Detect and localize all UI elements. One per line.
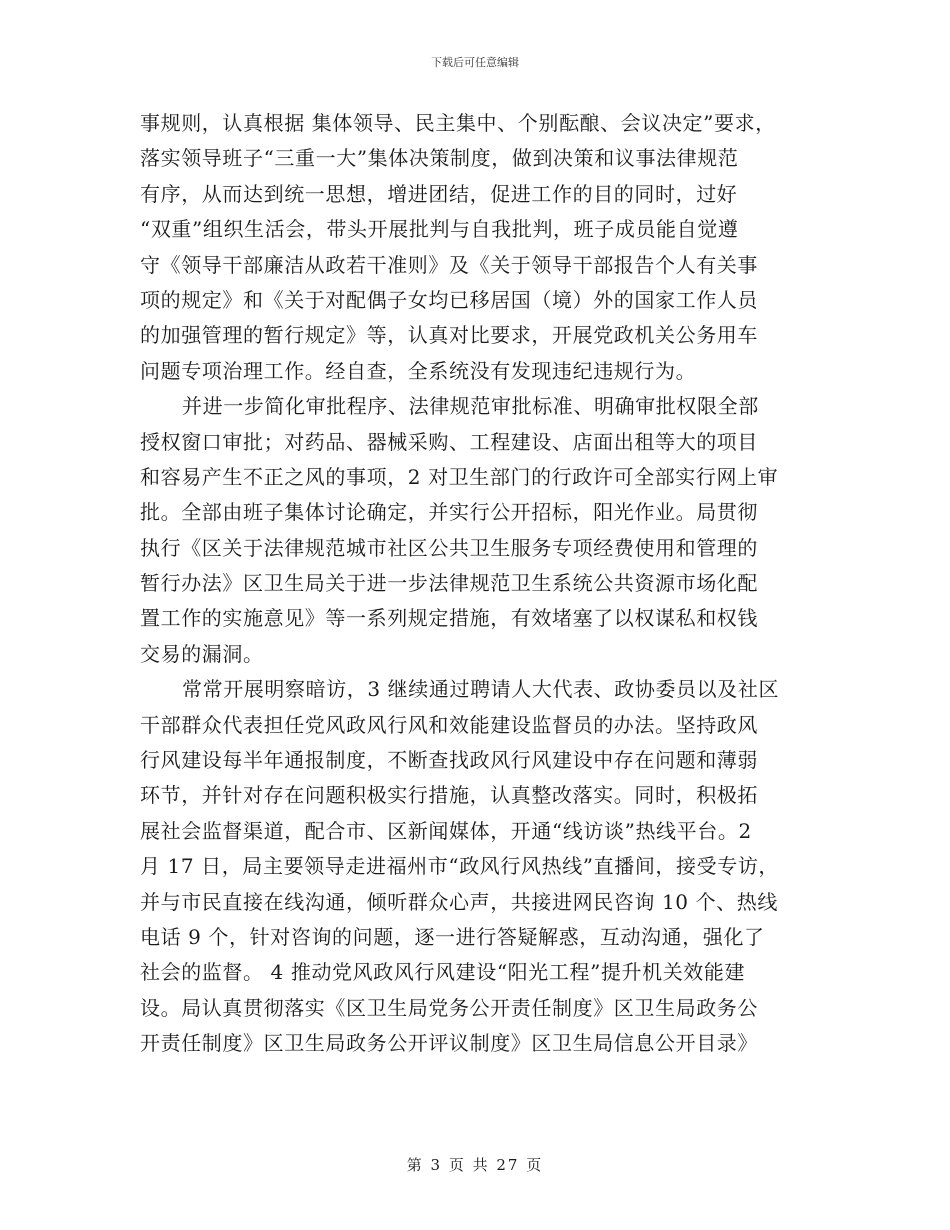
text-line: 常常开展明察暗访，3 继续通过聘请人大代表、政协委员以及社区: [182, 677, 780, 702]
paragraph-1: [140, 106, 810, 389]
header-note: 下载后可任意编辑: [431, 56, 519, 69]
document-body: [140, 106, 810, 1062]
text-line: 批。全部由班子集体讨论确定，并实行公开招标，阳光作业。局贯彻: [140, 500, 758, 525]
text-line: 行风建设每半年通报制度，不断查找政风行风建设中存在问题和薄弱: [140, 748, 758, 773]
paragraph-2: [140, 389, 810, 672]
text-line: 开责任制度》区卫生局政务公开评议制度》区卫生局信息公开目录》: [140, 1031, 758, 1056]
text-line: 月 17 日，局主要领导走进福州市“政风行风热线”直播间，接受专访，: [140, 854, 780, 879]
text-line: 并与市民直接在线沟通，倾听群众心声，共接进网民咨询 10 个、热线: [140, 889, 778, 914]
text-line: 守《领导干部廉洁从政若干准则》及《关于领导干部报告个人有关事: [140, 252, 758, 277]
paragraph-3: [140, 672, 810, 1061]
text-line: “双重”组织生活会，带头开展批判与自我批判，班子成员能自觉遵: [140, 217, 739, 242]
text-line: 执行《区关于法律规范城市社区公共卫生服务专项经费使用和管理的: [140, 535, 758, 560]
page-number: 第 3 页 共 27 页: [406, 1156, 544, 1174]
text-line: 有序，从而达到统一思想，增进团结，促进工作的目的同时，过好: [140, 181, 738, 206]
text-line: 置工作的实施意见》等一系列规定措施，有效堵塞了以权谋私和权钱: [140, 606, 758, 631]
text-line: 展社会监督渠道，配合市、区新闻媒体，开通“线访谈”热线平台。2: [140, 818, 752, 843]
text-line: 设。局认真贯彻落实《区卫生局党务公开责任制度》区卫生局政务公: [140, 995, 758, 1020]
text-line: 环节，并针对存在问题积极实行措施，认真整改落实。同时，积极拓: [140, 783, 758, 808]
text-line: 事规则，认真根据 集体领导、民主集中、个别酝酿、会议决定”要求，: [140, 111, 776, 135]
text-line: 干部群众代表担任党风政风行风和效能建设监督员的办法。坚持政风: [140, 712, 758, 737]
text-line: 暂行办法》区卫生局关于进一步法律规范卫生系统公共资源市场化配: [140, 571, 758, 596]
text-line: 电话 9 个，针对咨询的问题，逐一进行答疑解惑，互动沟通，强化了: [140, 924, 765, 949]
text-line: 问题专项治理工作。经自查，全系统没有发现违纪违规行为。: [140, 358, 697, 383]
text-line: 授权窗口审批；对药品、器械采购、工程建设、店面出租等大的项目: [140, 429, 758, 454]
text-line: 交易的漏洞。: [140, 641, 264, 666]
text-line: 和容易产生不正之风的事项，2 对卫生部门的行政许可全部实行网上审: [140, 464, 779, 489]
text-line: 落实领导班子“三重一大”集体决策制度，做到决策和议事法律规范: [140, 146, 739, 171]
text-line: 项的规定》和《关于对配偶子女均已移居国（境）外的国家工作人员: [140, 287, 758, 312]
text-line: 并进一步简化审批程序、法律规范审批标准、明确审批权限全部: [182, 394, 759, 419]
text-line: 的加强管理的暂行规定》等，认真对比要求，开展党政机关公务用车: [140, 323, 758, 348]
text-line: 社会的监督。 4 推动党风政风行风建设“阳光工程”提升机关效能建: [140, 960, 746, 985]
